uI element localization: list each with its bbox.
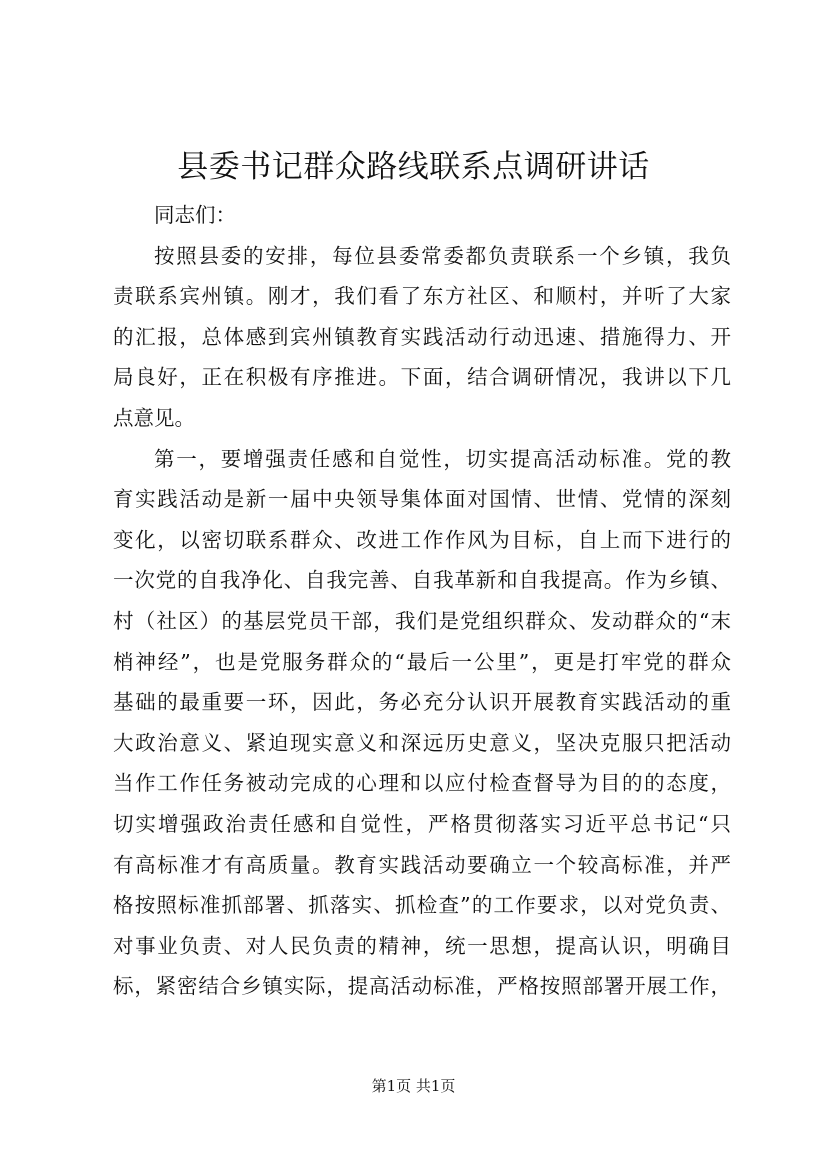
paragraph-line: 村（社区）的基层党员干部，我们是党组织群众、发动群众的“末	[113, 608, 731, 633]
paragraph-line: 对事业负责、对人民负责的精神，统一思想，提高认识，明确目	[113, 933, 731, 958]
paragraph-line: 按照县委的安排，每位县委常委都负责联系一个乡镇，我负	[154, 243, 731, 268]
page-number-footer: 第1页 共1页	[371, 1077, 456, 1095]
document-body	[113, 195, 731, 1007]
paragraph-line: 育实践活动是新一届中央领导集体面对国情、世情、党情的深刻	[113, 487, 731, 512]
paragraph-line: 梢神经”，也是党服务群众的“最后一公里”，更是打牢党的群众	[113, 649, 731, 674]
paragraph-line: 有高标准才有高质量。教育实践活动要确立一个较高标准，并严	[113, 852, 731, 877]
paragraph-line: 基础的最重要一环，因此，务必充分认识开展教育实践活动的重	[113, 690, 731, 715]
paragraph-line: 大政治意义、紧迫现实意义和深远历史意义，坚决克服只把活动	[113, 730, 731, 755]
paragraph-line: 切实增强政治责任感和自觉性，严格贯彻落实习近平总书记“只	[113, 811, 731, 836]
paragraph-line: 局良好，正在积极有序推进。下面，结合调研情况，我讲以下几	[113, 365, 731, 390]
paragraph-line: 第一，要增强责任感和自觉性，切实提高活动标准。党的教	[154, 446, 731, 471]
paragraph-line: 责联系宾州镇。刚才，我们看了东方社区、和顺村，并听了大家	[113, 284, 731, 309]
paragraph-line: 的汇报，总体感到宾州镇教育实践活动行动迅速、措施得力、开	[113, 324, 731, 349]
paragraph-line: 变化，以密切联系群众、改进工作作风为目标，自上而下进行的	[113, 527, 731, 552]
paragraph-line: 当作工作任务被动完成的心理和以应付检查督导为目的的态度，	[113, 771, 731, 796]
paragraph-line: 一次党的自我净化、自我完善、自我革新和自我提高。作为乡镇、	[113, 568, 731, 593]
document-title: 县委书记群众路线联系点调研讲话	[177, 149, 650, 185]
paragraph-line: 标，紧密结合乡镇实际，提高活动标准，严格按照部署开展工作，	[113, 974, 731, 999]
salutation: 同志们：	[154, 203, 236, 227]
paragraph-line: 格按照标准抓部署、抓落实、抓检查”的工作要求，以对党负责、	[113, 893, 731, 918]
paragraph-line: 点意见。	[113, 405, 195, 430]
